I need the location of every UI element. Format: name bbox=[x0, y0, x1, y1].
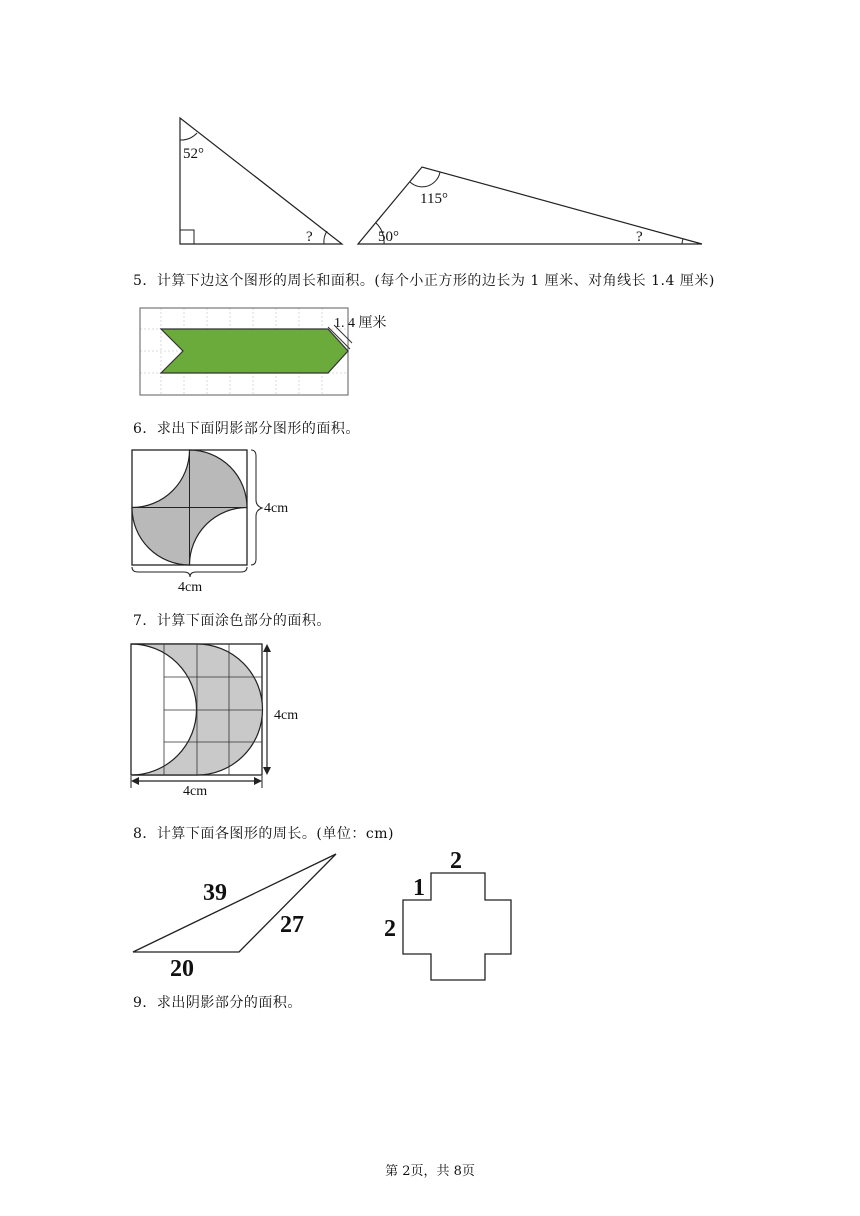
q8-triangle bbox=[133, 854, 336, 952]
right-obtuse-arc bbox=[682, 239, 683, 244]
q7-bottom-label: 4cm bbox=[183, 784, 208, 799]
page-footer: 第 2页，共 8页 bbox=[385, 1164, 475, 1179]
q7-side-label: 4cm bbox=[274, 708, 299, 723]
q5-arrow-shape bbox=[161, 329, 348, 373]
right-triangle bbox=[180, 118, 342, 244]
q8-figure bbox=[128, 842, 528, 982]
angle-115-label: 115° bbox=[420, 191, 448, 207]
q8-cross-top: 2 bbox=[450, 848, 462, 874]
obtuse-triangle bbox=[358, 167, 702, 244]
unknown-angle-right: ? bbox=[636, 229, 643, 245]
q8-tri-c: 20 bbox=[170, 956, 194, 982]
q6-side-label: 4cm bbox=[264, 501, 289, 516]
unknown-angle-left: ? bbox=[306, 229, 313, 245]
angle-50-label: 50° bbox=[378, 229, 399, 245]
q6-right-brace bbox=[251, 450, 262, 565]
question-9: 9．求出阴影部分的面积。 bbox=[133, 995, 302, 1011]
q6-bottom-label: 4cm bbox=[178, 580, 203, 595]
q5-diagonal-label: 1. 4 厘米 bbox=[334, 316, 387, 331]
triangles-figure bbox=[170, 110, 710, 250]
bottom-angle-arc bbox=[324, 231, 327, 244]
q5-figure bbox=[138, 305, 408, 400]
top-obtuse-arc bbox=[410, 172, 440, 187]
right-angle-mark bbox=[180, 230, 194, 244]
question-5: 5．计算下边这个图形的周长和面积。(每个小正方形的边长为 1 厘米、对角线长 1.4 厘米) bbox=[133, 273, 715, 289]
q8-cross-left: 2 bbox=[384, 916, 396, 942]
question-6: 6．求出下面阴影部分图形的面积。 bbox=[133, 421, 360, 437]
question-8: 8．计算下面各图形的周长。(单位：cm) bbox=[133, 826, 394, 842]
q8-tri-b: 27 bbox=[280, 912, 304, 938]
q8-tri-a: 39 bbox=[203, 880, 227, 906]
question-7: 7．计算下面涂色部分的面积。 bbox=[133, 613, 331, 629]
top-angle-arc bbox=[180, 133, 197, 140]
q8-cross-step: 1 bbox=[413, 875, 425, 901]
q7-figure bbox=[128, 640, 318, 800]
q6-figure bbox=[128, 448, 308, 598]
q6-bottom-brace bbox=[132, 567, 247, 577]
angle-52-label: 52° bbox=[183, 146, 204, 162]
